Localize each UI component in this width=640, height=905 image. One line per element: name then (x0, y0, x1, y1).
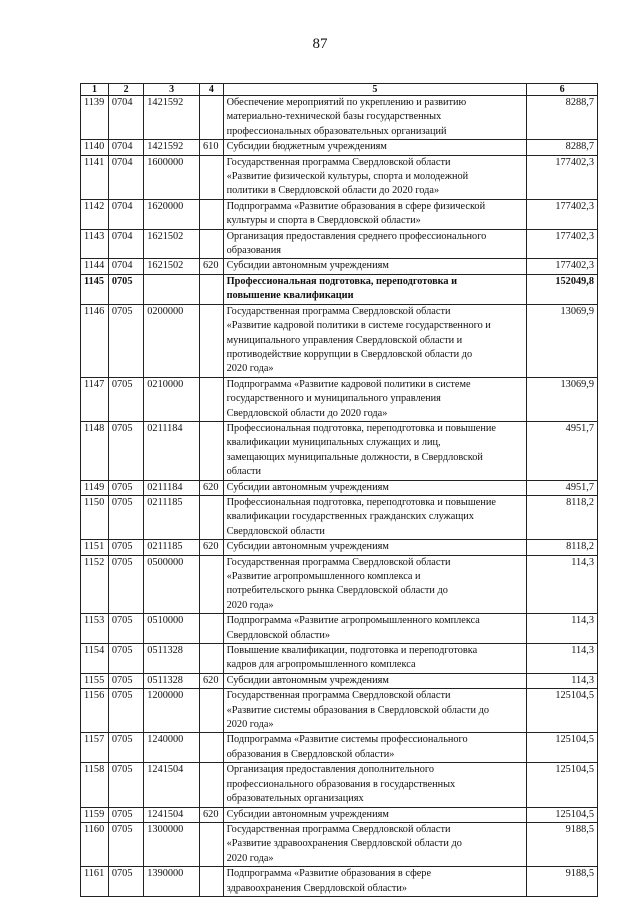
row-number-cell: 1154 (81, 644, 109, 674)
description-line: «Развитие системы образования в Свердловской области до (226, 704, 489, 716)
table-row (81, 155, 598, 199)
description-line: профессиональных образовательных организаций (226, 125, 447, 137)
target-article-cell: 1390000 (144, 867, 200, 897)
target-article-cell: 1200000 (144, 689, 200, 733)
description-line: Субсидии автономным учреждениям (226, 260, 389, 272)
description-cell (223, 540, 527, 555)
expense-type-cell (200, 155, 224, 199)
section-code-cell: 0705 (108, 274, 143, 304)
table-row (81, 377, 598, 421)
section-code-cell: 0704 (108, 199, 143, 229)
table-row (81, 807, 598, 822)
expense-type-cell (200, 304, 224, 377)
expense-type-cell (200, 733, 224, 763)
amount-cell: 114,3 (527, 614, 598, 644)
target-article-cell: 1620000 (144, 199, 200, 229)
budget-table (80, 83, 598, 897)
description-line: Обеспечение мероприятий по укреплению и развитию (226, 97, 467, 108)
description-line: 2020 года» (226, 599, 274, 611)
description-line: Свердловской области» (226, 629, 331, 641)
description-cell (223, 867, 527, 897)
target-article-cell: 1421592 (144, 96, 200, 140)
row-number-cell: 1149 (81, 480, 109, 495)
description-cell (223, 274, 527, 304)
expense-type-cell (200, 614, 224, 644)
table-row (81, 614, 598, 644)
row-number-cell: 1139 (81, 96, 109, 140)
section-code-cell: 0705 (108, 763, 143, 807)
target-article-cell: 0510000 (144, 614, 200, 644)
description-line: квалификации муниципальных служащих и лиц, (226, 437, 441, 449)
amount-cell: 8118,2 (527, 540, 598, 555)
expense-type-cell: 620 (200, 480, 224, 495)
row-number-cell: 1160 (81, 822, 109, 866)
table-row (81, 421, 598, 480)
expense-type-cell (200, 229, 224, 259)
description-cell (223, 763, 527, 807)
target-article-cell: 1241504 (144, 807, 200, 822)
description-line: Субсидии автономным учреждениям (226, 541, 389, 553)
target-article-cell: 1421592 (144, 140, 200, 155)
description-cell (223, 421, 527, 480)
description-cell (223, 259, 527, 274)
amount-cell: 13069,9 (527, 304, 598, 377)
amount-cell: 4951,7 (527, 480, 598, 495)
description-line: материально-технической базы государственных (226, 111, 442, 123)
header-col-2: 2 (108, 84, 143, 96)
amount-cell: 13069,9 (527, 377, 598, 421)
target-article-cell: 0511328 (144, 673, 200, 688)
description-line: Профессиональная подготовка, переподготовка и повышение (226, 496, 496, 508)
row-number-cell: 1157 (81, 733, 109, 763)
expense-type-cell (200, 199, 224, 229)
description-line: «Развитие кадровой политики в системе государственного и (226, 320, 491, 332)
expense-type-cell (200, 555, 224, 614)
description-line: Субсидии автономным учреждениям (226, 808, 389, 820)
description-line: государственного и муниципального управления (226, 393, 441, 405)
header-col-3: 3 (144, 84, 200, 96)
description-line: Повышение квалификации, подготовка и переподготовка (226, 645, 478, 657)
section-code-cell: 0705 (108, 421, 143, 480)
section-code-cell: 0705 (108, 614, 143, 644)
expense-type-cell (200, 822, 224, 866)
description-line: потребительского рынка Свердловской области до (226, 585, 448, 597)
table-row (81, 673, 598, 688)
table-header-row (81, 84, 598, 96)
expense-type-cell (200, 867, 224, 897)
description-line: Государственная программа Свердловской области (226, 823, 451, 835)
description-line: 2020 года» (226, 363, 274, 375)
section-code-cell: 0705 (108, 733, 143, 763)
target-article-cell: 0211184 (144, 480, 200, 495)
description-line: Государственная программа Свердловской области (226, 305, 451, 317)
description-cell (223, 304, 527, 377)
description-cell (223, 644, 527, 674)
description-line: Субсидии бюджетным учреждениям (226, 141, 387, 153)
description-line: замещающих муниципальные должности, в Свердловской (226, 451, 483, 463)
description-line: «Развитие физической культуры, спорта и молодежной (226, 171, 469, 183)
table-row (81, 540, 598, 555)
row-number-cell: 1146 (81, 304, 109, 377)
table-row (81, 480, 598, 495)
table-row (81, 822, 598, 866)
description-line: политики в Свердловской области до 2020 года» (226, 185, 440, 197)
description-line: муниципального управления Свердловской области и (226, 334, 463, 346)
row-number-cell: 1150 (81, 495, 109, 539)
section-code-cell: 0705 (108, 822, 143, 866)
expense-type-cell (200, 763, 224, 807)
description-line: Государственная программа Свердловской области (226, 156, 451, 168)
description-line: Свердловской области до 2020 года» (226, 407, 388, 419)
description-cell (223, 495, 527, 539)
row-number-cell: 1159 (81, 807, 109, 822)
section-code-cell: 0705 (108, 689, 143, 733)
section-code-cell: 0704 (108, 229, 143, 259)
description-line: Субсидии автономным учреждениям (226, 481, 389, 493)
description-line: Подпрограмма «Развитие образования в сфере (226, 868, 432, 880)
description-line: Подпрограмма «Развитие образования в сфере физической (226, 200, 486, 212)
target-article-cell: 1621502 (144, 259, 200, 274)
amount-cell: 9188,5 (527, 867, 598, 897)
row-number-cell: 1148 (81, 421, 109, 480)
header-col-1: 1 (81, 84, 109, 96)
amount-cell: 114,3 (527, 555, 598, 614)
expense-type-cell (200, 421, 224, 480)
row-number-cell: 1144 (81, 259, 109, 274)
row-number-cell: 1152 (81, 555, 109, 614)
section-code-cell: 0705 (108, 867, 143, 897)
description-line: Организация предоставления среднего профессионального (226, 230, 487, 242)
target-article-cell: 1241504 (144, 763, 200, 807)
expense-type-cell (200, 495, 224, 539)
description-line: Подпрограмма «Развитие кадровой политики в системе (226, 378, 471, 390)
target-article-cell: 0211185 (144, 495, 200, 539)
description-cell (223, 733, 527, 763)
description-cell (223, 807, 527, 822)
description-cell (223, 689, 527, 733)
description-cell (223, 229, 527, 259)
expense-type-cell: 610 (200, 140, 224, 155)
row-number-cell: 1153 (81, 614, 109, 644)
row-number-cell: 1155 (81, 673, 109, 688)
target-article-cell: 0211185 (144, 540, 200, 555)
table-row (81, 274, 598, 304)
target-article-cell: 1240000 (144, 733, 200, 763)
page-number: 87 (312, 36, 328, 52)
header-col-6: 6 (527, 84, 598, 96)
table-row (81, 867, 598, 897)
target-article-cell: 0511328 (144, 644, 200, 674)
amount-cell: 8118,2 (527, 495, 598, 539)
amount-cell: 177402,3 (527, 155, 598, 199)
description-line: образовательных организациях (226, 793, 364, 805)
target-article-cell: 1300000 (144, 822, 200, 866)
amount-cell: 177402,3 (527, 259, 598, 274)
description-line: кадров для агропромышленного комплекса (226, 659, 416, 671)
description-line: Свердловской области (226, 525, 325, 537)
section-code-cell: 0705 (108, 555, 143, 614)
description-cell (223, 673, 527, 688)
section-code-cell: 0705 (108, 304, 143, 377)
amount-cell: 125104,5 (527, 733, 598, 763)
description-line: Субсидии автономным учреждениям (226, 674, 389, 686)
description-line: повышение квалификации (226, 290, 354, 302)
section-code-cell: 0704 (108, 259, 143, 274)
target-article-cell (144, 274, 200, 304)
description-line: противодействие коррупции в Свердловской области до (226, 348, 473, 360)
amount-cell: 125104,5 (527, 807, 598, 822)
amount-cell: 9188,5 (527, 822, 598, 866)
description-line: Государственная программа Свердловской области (226, 690, 451, 702)
row-number-cell: 1141 (81, 155, 109, 199)
description-line: Государственная программа Свердловской области (226, 556, 451, 568)
row-number-cell: 1156 (81, 689, 109, 733)
amount-cell: 8288,7 (527, 96, 598, 140)
description-line: культуры и спорта в Свердловской области» (226, 215, 421, 227)
description-cell (223, 480, 527, 495)
expense-type-cell (200, 644, 224, 674)
header-col-4: 4 (200, 84, 224, 96)
amount-cell: 114,3 (527, 673, 598, 688)
section-code-cell: 0705 (108, 644, 143, 674)
description-line: «Развитие здравоохранения Свердловской области до (226, 838, 462, 850)
description-line: Организация предоставления дополнительного (226, 764, 435, 776)
section-code-cell: 0705 (108, 540, 143, 555)
description-cell (223, 199, 527, 229)
description-line: Профессиональная подготовка, переподготовка и повышение (226, 422, 496, 434)
expense-type-cell (200, 377, 224, 421)
amount-cell: 114,3 (527, 644, 598, 674)
header-col-5: 5 (223, 84, 527, 96)
target-article-cell: 1621502 (144, 229, 200, 259)
description-line: образования (226, 245, 281, 257)
target-article-cell: 0211184 (144, 421, 200, 480)
table-row (81, 140, 598, 155)
table-row (81, 733, 598, 763)
row-number-cell: 1140 (81, 140, 109, 155)
table-row (81, 644, 598, 674)
row-number-cell: 1145 (81, 274, 109, 304)
table-body (81, 96, 598, 897)
description-cell (223, 96, 527, 140)
row-number-cell: 1147 (81, 377, 109, 421)
description-line: профессионального образования в государственных (226, 778, 456, 790)
row-number-cell: 1151 (81, 540, 109, 555)
description-line: «Развитие агропромышленного комплекса и (226, 571, 421, 582)
table-row (81, 199, 598, 229)
target-article-cell: 0210000 (144, 377, 200, 421)
description-line: Подпрограмма «Развитие агропромышленного комплекса (226, 615, 480, 627)
section-code-cell: 0704 (108, 155, 143, 199)
expense-type-cell: 620 (200, 807, 224, 822)
amount-cell: 177402,3 (527, 229, 598, 259)
expense-type-cell: 620 (200, 540, 224, 555)
target-article-cell: 1600000 (144, 155, 200, 199)
table-row (81, 229, 598, 259)
section-code-cell: 0705 (108, 807, 143, 822)
description-cell (223, 377, 527, 421)
description-cell (223, 614, 527, 644)
amount-cell: 125104,5 (527, 763, 598, 807)
row-number-cell: 1142 (81, 199, 109, 229)
expense-type-cell (200, 689, 224, 733)
table-row (81, 555, 598, 614)
expense-type-cell: 620 (200, 259, 224, 274)
description-line: области (226, 466, 262, 478)
description-cell (223, 140, 527, 155)
description-cell (223, 555, 527, 614)
description-line: 2020 года» (226, 719, 274, 731)
expense-type-cell (200, 274, 224, 304)
description-line: Подпрограмма «Развитие системы профессионального (226, 734, 468, 746)
table-row (81, 495, 598, 539)
row-number-cell: 1143 (81, 229, 109, 259)
row-number-cell: 1158 (81, 763, 109, 807)
section-code-cell: 0704 (108, 140, 143, 155)
table-row (81, 304, 598, 377)
description-line: здравоохранения Свердловской области» (226, 882, 408, 894)
target-article-cell: 0200000 (144, 304, 200, 377)
section-code-cell: 0705 (108, 377, 143, 421)
amount-cell: 177402,3 (527, 199, 598, 229)
amount-cell: 125104,5 (527, 689, 598, 733)
section-code-cell: 0705 (108, 673, 143, 688)
amount-cell: 152049,8 (527, 274, 598, 304)
section-code-cell: 0705 (108, 495, 143, 539)
description-line: Профессиональная подготовка, переподготовка и (226, 275, 458, 287)
section-code-cell: 0704 (108, 96, 143, 140)
amount-cell: 4951,7 (527, 421, 598, 480)
table-row (81, 96, 598, 140)
description-cell (223, 822, 527, 866)
description-line: квалификации государственных гражданских служащих (226, 511, 474, 523)
table-row (81, 763, 598, 807)
target-article-cell: 0500000 (144, 555, 200, 614)
amount-cell: 8288,7 (527, 140, 598, 155)
description-cell (223, 155, 527, 199)
section-code-cell: 0705 (108, 480, 143, 495)
expense-type-cell (200, 96, 224, 140)
description-line: образования в Свердловской области» (226, 748, 395, 760)
table-row (81, 689, 598, 733)
expense-type-cell: 620 (200, 673, 224, 688)
description-line: 2020 года» (226, 852, 274, 864)
table-row (81, 259, 598, 274)
row-number-cell: 1161 (81, 867, 109, 897)
